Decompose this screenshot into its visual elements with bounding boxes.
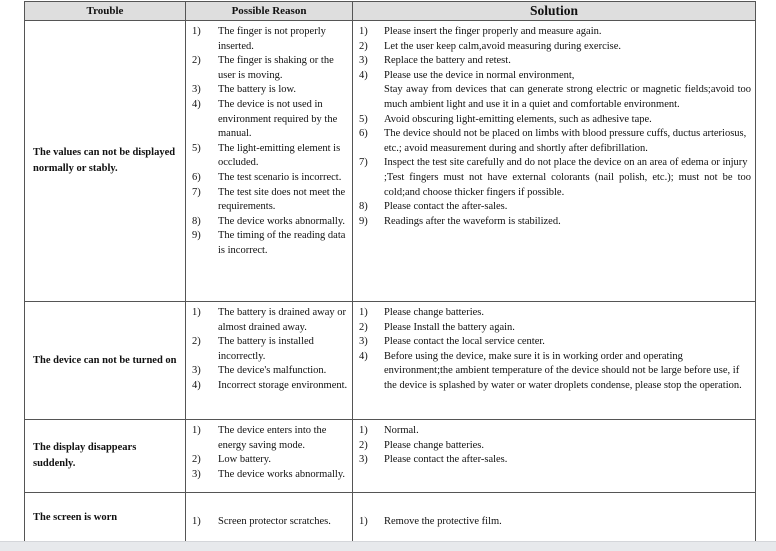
solution-item bbox=[359, 306, 751, 321]
solution-number: 1) bbox=[359, 307, 368, 318]
solution-item bbox=[359, 54, 751, 69]
solution-cell bbox=[353, 493, 756, 543]
reason-item bbox=[192, 25, 350, 54]
solution-item bbox=[359, 350, 751, 394]
solution-number: 8) bbox=[359, 201, 368, 213]
reason-text: The device's malfunction. bbox=[218, 365, 327, 377]
reason-text: The device works abnormally. bbox=[218, 215, 346, 227]
solution-cell bbox=[353, 302, 756, 420]
header-row bbox=[25, 2, 756, 21]
reason-item bbox=[192, 468, 350, 483]
table-row bbox=[25, 21, 756, 302]
troubleshooting-table bbox=[24, 1, 756, 543]
solution-text: Remove the protective film. bbox=[384, 516, 502, 528]
solution-text: The device should not be placed on limbs with blood pressure cuffs, ductus arteriosus, etc.; avoid measurement during and shortly after defibrillation. bbox=[384, 128, 747, 154]
solution-item bbox=[359, 127, 751, 156]
solution-text: Please Install the battery again. bbox=[384, 321, 515, 333]
reason-item bbox=[192, 364, 350, 379]
solution-continuation-text: Stay away from devices that can generate strong electric or magnetic fields;avoid too much ambient light and use it in a quiet and comfortable environment. bbox=[384, 84, 751, 110]
solution-item bbox=[359, 69, 751, 84]
reason-item bbox=[192, 171, 350, 186]
reason-number: 4) bbox=[192, 98, 201, 110]
solution-number: 7) bbox=[359, 157, 368, 169]
reason-text: The finger is shaking or the user is moving. bbox=[218, 55, 334, 81]
solution-item bbox=[359, 515, 751, 530]
solution-number: 5) bbox=[359, 113, 368, 125]
solution-number: 6) bbox=[359, 128, 368, 140]
reason-item bbox=[192, 379, 350, 394]
reason-item bbox=[192, 215, 350, 230]
solution-text: Please contact the after-sales. bbox=[384, 201, 508, 213]
table-row bbox=[25, 302, 756, 420]
solution-text: Before using the device, make sure it is in working order and operating environment;the ambient temperature of the device should not be large before use, if the device is splashed by water or water droplets condense, please stop the operation. bbox=[384, 350, 742, 391]
solution-text: Please contact the local service center. bbox=[384, 336, 545, 348]
reason-number: 2) bbox=[192, 336, 201, 348]
reason-item bbox=[192, 142, 350, 171]
reason-text: The test site does not meet the requirements. bbox=[218, 186, 346, 213]
trouble-cell: The values can not be displayed normally or stably. bbox=[25, 21, 186, 302]
solution-text: Let the user keep calm,avoid measuring during exercise. bbox=[384, 40, 622, 52]
solution-text: Please change batteries. bbox=[384, 439, 484, 451]
solution-text: Readings after the waveform is stabilized. bbox=[384, 215, 561, 227]
header-solution: Solution bbox=[353, 2, 756, 21]
reason-text: The finger is not properly inserted. bbox=[218, 26, 326, 52]
solution-item bbox=[359, 321, 751, 336]
reason-item bbox=[192, 424, 350, 453]
reason-text: The light-emitting element is occluded. bbox=[218, 142, 341, 169]
reason-item bbox=[192, 83, 350, 98]
reason-number: 1) bbox=[192, 26, 201, 37]
solution-number: 4) bbox=[359, 350, 368, 362]
reason-item bbox=[192, 98, 350, 142]
header-possible-reason: Possible Reason bbox=[186, 2, 353, 21]
solution-number: 3) bbox=[359, 55, 368, 67]
reason-item bbox=[192, 335, 350, 364]
reason-number: 1) bbox=[192, 516, 201, 528]
reason-item bbox=[192, 515, 350, 530]
table-row bbox=[25, 493, 756, 543]
reason-item bbox=[192, 229, 350, 258]
solution-item bbox=[359, 156, 751, 171]
solution-item bbox=[359, 439, 751, 454]
reason-number: 2) bbox=[192, 454, 201, 466]
solution-number: 3) bbox=[359, 454, 368, 466]
possible-reason-cell bbox=[186, 493, 353, 543]
solution-text: Please insert the finger properly and measure again. bbox=[384, 26, 602, 37]
window-bottom-edge bbox=[0, 541, 776, 551]
solution-number: 1) bbox=[359, 516, 368, 528]
reason-text: Low battery. bbox=[218, 454, 271, 466]
solution-item bbox=[359, 25, 751, 40]
reason-number: 5) bbox=[192, 142, 201, 154]
reason-number: 3) bbox=[192, 84, 201, 96]
trouble-cell: The device can not be turned on bbox=[25, 302, 186, 420]
solution-cell bbox=[353, 420, 756, 493]
reason-item bbox=[192, 54, 350, 83]
solution-number: 3) bbox=[359, 336, 368, 348]
reason-number: 2) bbox=[192, 55, 201, 67]
reason-number: 9) bbox=[192, 230, 201, 242]
reason-text: The device enters into the energy saving mode. bbox=[218, 425, 327, 451]
reason-number: 1) bbox=[192, 425, 201, 436]
solution-item bbox=[359, 335, 751, 350]
reason-text: The battery is installed incorrectly. bbox=[218, 336, 314, 362]
solution-item bbox=[359, 424, 751, 439]
solution-number: 2) bbox=[359, 439, 368, 451]
reason-number: 4) bbox=[192, 379, 201, 391]
reason-item bbox=[192, 186, 350, 215]
solution-number: 2) bbox=[359, 321, 368, 333]
solution-text: Please contact the after-sales. bbox=[384, 454, 508, 466]
solution-text: Please change batteries. bbox=[384, 307, 484, 318]
solution-text: Avoid obscuring light-emitting elements, such as adhesive tape. bbox=[384, 113, 652, 125]
solution-number: 1) bbox=[359, 425, 368, 436]
reason-text: The battery is low. bbox=[218, 84, 297, 96]
reason-number: 3) bbox=[192, 365, 201, 377]
trouble-cell: The screen is worn bbox=[25, 493, 186, 543]
reason-text: Incorrect storage environment. bbox=[218, 379, 348, 391]
solution-item bbox=[359, 40, 751, 55]
solution-number: 4) bbox=[359, 69, 368, 81]
possible-reason-cell bbox=[186, 21, 353, 302]
solution-cell bbox=[353, 21, 756, 302]
solution-item bbox=[359, 113, 751, 128]
reason-text: The battery is drained away or almost drained away. bbox=[218, 307, 346, 333]
table-row bbox=[25, 420, 756, 493]
solution-item bbox=[359, 453, 751, 468]
possible-reason-cell bbox=[186, 420, 353, 493]
reason-text: The device works abnormally. bbox=[218, 468, 346, 480]
reason-text: The timing of the reading data is incorrect. bbox=[218, 230, 346, 256]
reason-number: 6) bbox=[192, 171, 201, 183]
possible-reason-cell bbox=[186, 302, 353, 420]
trouble-cell: The display disappears suddenly. bbox=[25, 420, 186, 493]
reason-item bbox=[192, 453, 350, 468]
reason-text: The device is not used in environment required by the manual. bbox=[218, 98, 338, 140]
solution-continuation-text: ;Test fingers must not have external colorants (nail polish, etc.); must not be too cold;and choose thicker fingers if possible. bbox=[384, 171, 751, 198]
solution-text: Normal. bbox=[384, 425, 419, 436]
solution-text: Please use the device in normal environment, bbox=[384, 69, 575, 81]
solution-number: 2) bbox=[359, 40, 368, 52]
reason-number: 7) bbox=[192, 186, 201, 198]
solution-item bbox=[359, 215, 751, 230]
solution-number: 1) bbox=[359, 26, 368, 37]
solution-text: Replace the battery and retest. bbox=[384, 55, 511, 67]
solution-item bbox=[359, 200, 751, 215]
reason-text: Screen protector scratches. bbox=[218, 516, 331, 528]
reason-text: The test scenario is incorrect. bbox=[218, 171, 342, 183]
reason-item bbox=[192, 306, 350, 335]
solution-text: Inspect the test site carefully and do not place the device on an area of edema or injury bbox=[384, 157, 748, 169]
header-trouble: Trouble bbox=[25, 2, 186, 21]
reason-number: 3) bbox=[192, 468, 201, 480]
reason-number: 1) bbox=[192, 307, 201, 318]
reason-number: 8) bbox=[192, 215, 201, 227]
solution-number: 9) bbox=[359, 215, 368, 227]
